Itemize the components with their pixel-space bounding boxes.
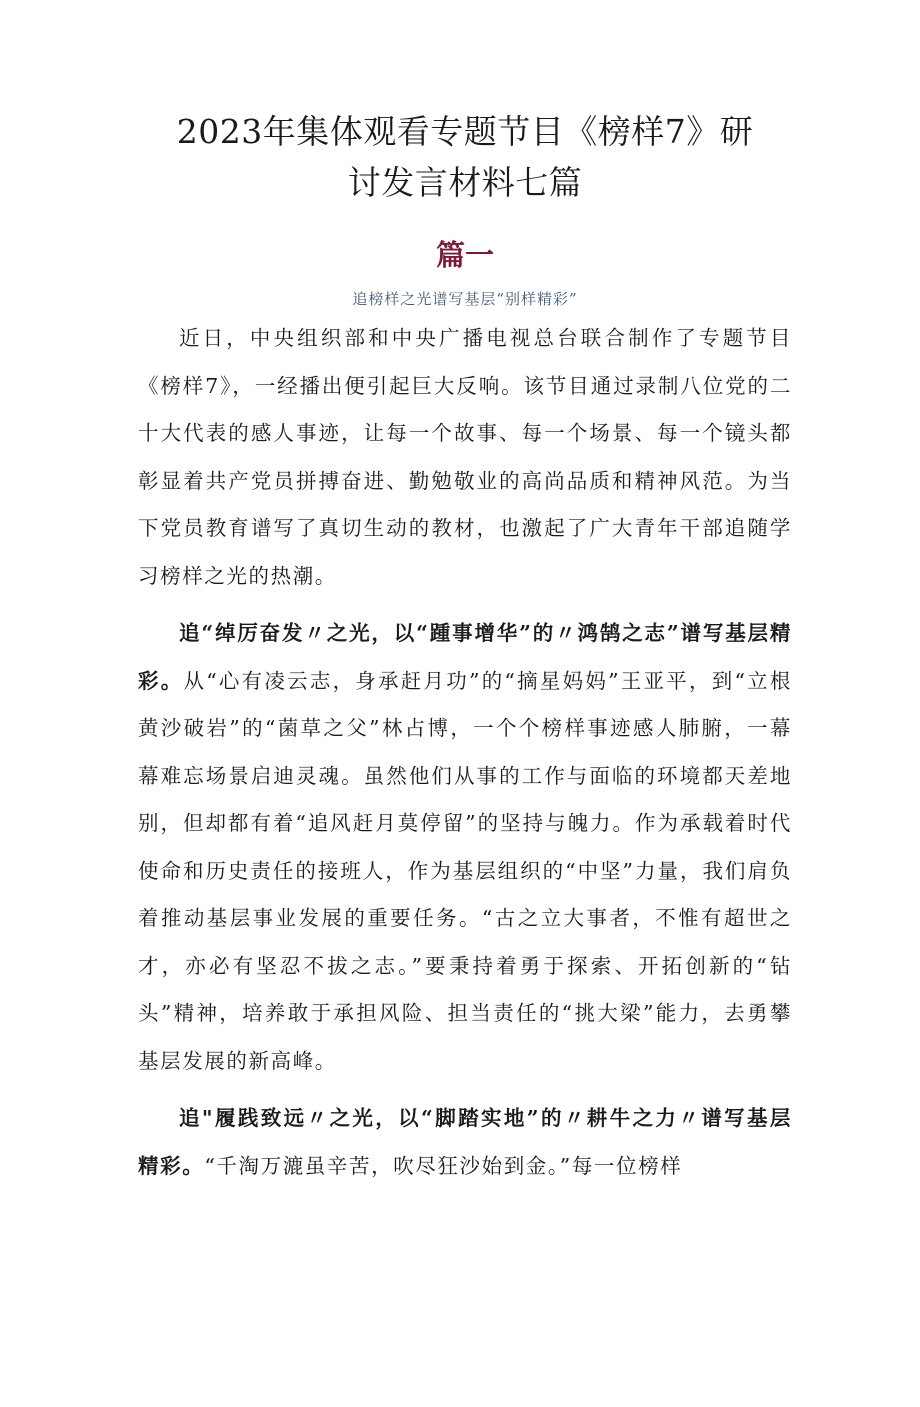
document-title-line-1: 2023年集体观看专题节目《榜样7》研 bbox=[176, 112, 754, 151]
document-title bbox=[138, 106, 792, 208]
paragraph-text: “千淘万漉虽辛苦，吹尽狂沙始到金。”每一位榜样 bbox=[204, 1153, 683, 1178]
paragraph-section-1 bbox=[138, 610, 792, 1085]
paragraph-text: 近日，中央组织部和中央广播电视总台联合制作了专题节目《榜样7》，一经播出便引起巨大反响。该节目通过录制八位党的二十大代表的感人事迹，让每一个故事、每一个场景、每一个镜头都彰显着共产党员拼搏奋进、勤勉敬业的高尚品质和精神风范。为当下党员教育谱写了真切生动的教材，也激起了广大青年干部追随学习榜样之光的热潮。 bbox=[138, 326, 792, 588]
paragraph-lead: 追“绰厉奋发〃之光，以“踵事增华”的〃鸿鹄之志”谱写基层精彩。 bbox=[138, 621, 792, 693]
paragraph-section-2 bbox=[138, 1095, 792, 1190]
document-page bbox=[0, 106, 920, 1407]
section-subtitle: 追榜样之光谱写基层“别样精彩” bbox=[352, 290, 578, 308]
section-heading: 篇一 bbox=[435, 238, 494, 272]
paragraph-text: 从“心有凌云志，身承赶月功”的“摘星妈妈”王亚平，到“立根黄沙破岩”的“菌草之父”林占博，一个个榜样事迹感人肺腑，一幕幕难忘场景启迪灵魂。虽然他们从事的工作与面临的环境都天差地别，但却都有着“追风赶月莫停留”的坚持与魄力。作为承载着时代使命和历史责任的接班人，作为基层组织的“中坚”力量，我们肩负着推动基层事业发展的重要任务。“古之立大事者，不惟有超世之才，亦必有坚忍不拔之志。”要秉持着勇于探索、开拓创新的“钻头”精神，培养敢于承担风险、担当责任的“挑大梁”能力，去勇攀基层发展的新高峰。 bbox=[138, 668, 792, 1073]
paragraph-intro bbox=[138, 315, 792, 600]
document-title-line-2: 讨发言材料七篇 bbox=[347, 163, 583, 202]
paragraph-lead: 追"履践致远〃之光，以“脚踏实地”的〃耕牛之力〃谱写基层精彩。 bbox=[138, 1106, 792, 1178]
